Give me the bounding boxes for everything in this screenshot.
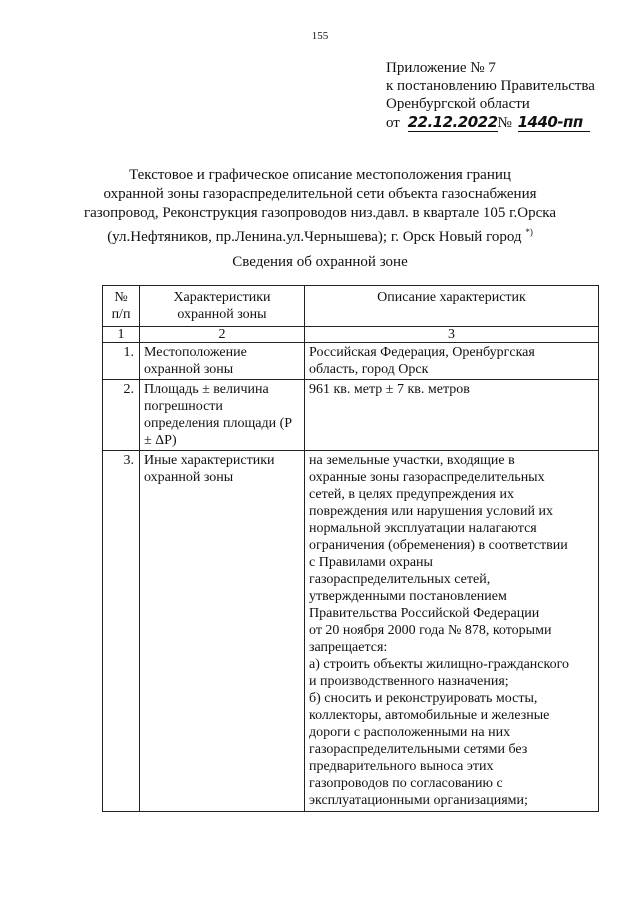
description-line: предварительного выноса этих <box>309 759 494 774</box>
table-row <box>103 451 599 812</box>
row-num: 3. <box>103 451 140 812</box>
table-row <box>103 343 599 380</box>
handwritten-date: 22.12.2022 <box>407 113 498 131</box>
description-line: с Правилами охраны <box>309 555 433 570</box>
row-characteristic: Местоположение охранной зоны <box>140 343 305 380</box>
description-line: эксплуатационными организациями; <box>309 793 528 808</box>
footnote-mark: *) <box>525 227 533 237</box>
description-line: коллекторы, автомобильные и железные <box>309 708 550 723</box>
description-line: утвержденными постановлением <box>309 589 507 604</box>
document-title <box>0 166 640 247</box>
description-line: Российская Федерация, Оренбургская <box>309 345 535 360</box>
description-line: нормальной эксплуатации налагаются <box>309 521 537 536</box>
description-line: б) сносить и реконструировать мосты, <box>309 691 538 706</box>
description-line: запрещается: <box>309 640 388 655</box>
description-line: повреждения или нарушения условий их <box>309 504 553 519</box>
from-label: от <box>386 115 400 131</box>
description-line: газораспределительных сетей, <box>309 572 491 587</box>
description-line: газопроводов по согласованию с <box>309 776 503 791</box>
description-line: от 20 ноября 2000 года № 878, которыми <box>309 623 552 638</box>
title-line: Текстовое и графическое описание местоположения границ <box>129 167 511 183</box>
column-numbers-row <box>103 327 599 343</box>
description-line: область, город Орск <box>309 362 429 377</box>
row-characteristic: Иные характеристики охранной зоны <box>140 451 305 812</box>
column-number: 1 <box>103 327 140 343</box>
row-description <box>305 380 599 451</box>
number-label: № <box>497 115 512 131</box>
header-num: № п/п <box>103 286 140 327</box>
description-line: на земельные участки, входящие в <box>309 453 515 468</box>
row-description <box>305 451 599 812</box>
description-line: ограничения (обременения) в соответствии <box>309 538 568 553</box>
handwritten-number: 1440-пп <box>518 113 590 132</box>
header-characteristic: Характеристики охранной зоны <box>140 286 305 327</box>
description-line: 961 кв. метр ± 7 кв. метров <box>309 382 470 397</box>
table-row <box>103 380 599 451</box>
title-line: (ул.Нефтяников, пр.Ленина.ул.Чернышева); г. Орск Новый город *) <box>107 227 533 245</box>
row-description <box>305 343 599 380</box>
description-line: Правительства Российской Федерации <box>309 606 540 621</box>
zone-info-table <box>102 285 599 812</box>
column-number: 3 <box>305 327 599 343</box>
description-line: газораспределительными сетями без <box>309 742 528 757</box>
title-line: охранной зоны газораспределительной сети объекта газоснабжения <box>103 186 537 202</box>
description-line: а) строить объекты жилищно-гражданского <box>309 657 569 672</box>
header-description: Описание характеристик <box>305 286 599 327</box>
appendix-block <box>386 59 595 132</box>
row-characteristic: Площадь ± величина погрешности определения площади (P ± ΔP) <box>140 380 305 451</box>
section-subtitle: Сведения об охранной зоне <box>232 254 408 270</box>
description-line: сетей, в целях предупреждения их <box>309 487 514 502</box>
page-number: 155 <box>311 30 329 42</box>
appendix-date-number <box>386 113 595 132</box>
description-line: охранные зоны газораспределительных <box>309 470 545 485</box>
description-line: дороги с расположенными на них <box>309 725 511 740</box>
row-num: 2. <box>103 380 140 451</box>
appendix-resolution: к постановлению Правительства <box>386 78 595 94</box>
table-header-row <box>103 286 599 327</box>
row-num: 1. <box>103 343 140 380</box>
appendix-title: Приложение № 7 <box>386 60 496 76</box>
appendix-region: Оренбургской области <box>386 96 530 112</box>
column-number: 2 <box>140 327 305 343</box>
title-line: газопровод, Реконструкция газопроводов низ.давл. в квартале 105 г.Орска <box>83 205 557 221</box>
description-line: и производственного назначения; <box>309 674 509 689</box>
